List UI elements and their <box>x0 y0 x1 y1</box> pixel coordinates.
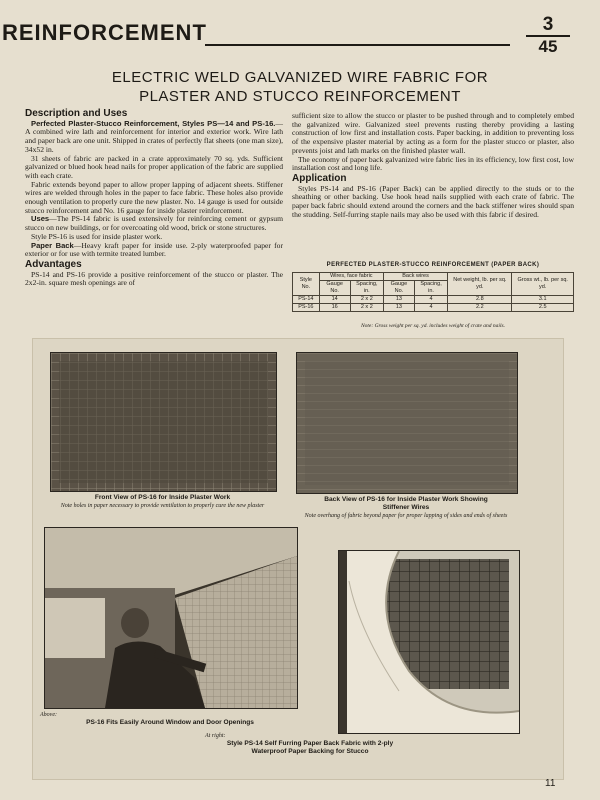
roll-caption-line-1: Style PS-14 Self Furring Paper Back Fabric with 2-ply <box>226 740 394 747</box>
back-view-note: Note overhang of fabric beyond paper for proper lapping of sides and ends of sheets <box>304 513 508 519</box>
paragraph-stiffener: Fabric extends beyond paper to allow proper lapping of adjacent sheets. Stiffener wires are welded through holes in the paper to face fabric. These holes also provide enough ventilation to properly cure the new plaster. No. 14 gauge is used for outside stucco reinforcement and No. 16 gauge for inside plaster reinforcement. <box>25 179 283 215</box>
paragraph-crate: 31 sheets of fabric are packed in a crate approximately 70 sq. yds. Sufficient galvanized or blued hook head nails for proper application of the fabric are supplied with each crate. <box>25 153 283 180</box>
paragraph-paper-back-lead: Paper Back <box>31 240 74 250</box>
front-view-photo <box>50 352 277 492</box>
installer-caption: PS-16 Fits Easily Around Window and Door Openings <box>86 719 254 726</box>
th-gauge-back: Gauge No. <box>383 281 414 296</box>
table-cell: 13 <box>383 296 414 304</box>
roll-caption-line-2: Waterproof Paper Backing for Stucco <box>251 748 369 755</box>
table-cell: 13 <box>383 304 414 312</box>
right-column <box>292 112 574 219</box>
th-style: Style No. <box>293 273 320 296</box>
headline-line-1: ELECTRIC WELD GALVANIZED WIRE FABRIC FOR <box>111 69 489 86</box>
th-spacing: Spacing, in. <box>350 281 383 296</box>
paragraph-intro-lead: Perfected Plaster-Stucco Reinforcement, Styles PS—14 and PS-16. <box>31 118 276 128</box>
paper-back-image <box>339 551 519 733</box>
heading-description-uses: Description and Uses <box>25 108 128 119</box>
paragraph-ps16: Style PS-16 is used for inside plaster work. <box>31 231 163 241</box>
spec-table-title: PERFECTED PLASTER-STUCCO REINFORCEMENT (PAPER BACK) <box>326 262 540 268</box>
th-gauge: Gauge No. <box>319 281 350 296</box>
section-number: 3 <box>542 14 554 35</box>
wire-mesh-front-image <box>51 353 276 491</box>
table-cell: PS-14 <box>293 296 320 304</box>
heading-advantages: Advantages <box>25 258 82 270</box>
table-cell: 2.2 <box>448 304 512 312</box>
table-cell: 2.8 <box>448 296 512 304</box>
left-column <box>25 108 283 288</box>
table-cell: 4 <box>414 304 447 312</box>
installer-photo <box>44 527 298 709</box>
paragraph-application: Styles PS-14 and PS-16 (Paper Back) can be applied directly to the studs or to the sheathing or other backing. Use hook head nails supplied with each crate of fabric. The paper back fabric should extend around the corners and the back stiffener wires should span the studding. Self-furring staple nails may also be used with this fabric if desired. <box>292 183 574 219</box>
paragraph-paper-back <box>25 242 283 259</box>
th-back-wires: Back wires <box>383 273 447 281</box>
paragraph-uses <box>25 215 283 232</box>
back-view-caption-line-1: Back View of PS-16 for Inside Plaster Work Showing <box>324 496 488 503</box>
table-cell: PS-16 <box>293 304 320 312</box>
table-cell: 16 <box>319 304 350 312</box>
th-spacing-back: Spacing, in. <box>414 281 447 296</box>
back-view-caption-line-2: Stiffener Wires <box>382 504 430 511</box>
table-cell: 2 x 2 <box>350 296 383 304</box>
paragraph-paper-back-body: —Heavy kraft paper for inside use. 2-ply waterproofed paper for exterior or for use with termite treated lumber. <box>25 240 284 259</box>
table-cell: 3.1 <box>512 296 574 304</box>
table-cell: 2 x 2 <box>350 304 383 312</box>
th-gross-weight: Gross wt., lb. per sq. yd. <box>512 273 574 296</box>
header-rule <box>205 44 510 46</box>
table-row <box>293 296 574 304</box>
paragraph-intro-body: —A combined wire lath and reinforcement for interior and exterior work. Wire lath and paper back are one unit. Shipped in crates of perfectly flat sheets (one man size), 34x52 in. <box>25 118 283 154</box>
headline-line-2: PLASTER AND STUCCO REINFORCEMENT <box>139 88 461 105</box>
th-net-weight: Net weight, lb. per sq. yd. <box>448 273 512 296</box>
front-view-caption: Front View of PS-16 for Inside Plaster Work <box>94 494 231 501</box>
table-cell: 14 <box>319 296 350 304</box>
at-right-label: At right: <box>205 733 226 739</box>
wire-mesh-back-image <box>297 353 517 493</box>
table-cell: 2.5 <box>512 304 574 312</box>
page-reference: 45 <box>538 37 558 56</box>
paragraph-embed: sufficient size to allow the stucco or plaster to be pushed through and to completely embed the galvanized wire. Galvanized steel prevents rusting thereby providing a lasting construction of low first and installation costs. Paper backing, in addition to preventing loss of the expensive plaster material by acting as a form for the plaster stucco or plaster, also prevents joist and lath marks on the finished plaster wall. <box>292 111 574 155</box>
page-number: 11 <box>545 778 556 789</box>
above-label: Above: <box>40 712 57 718</box>
spec-table <box>292 272 574 312</box>
paragraph-intro <box>25 120 283 155</box>
table-row <box>293 304 574 312</box>
section-title: REINFORCEMENT <box>2 20 207 45</box>
front-view-note: Note holes in paper necessary to provide ventilation to properly cure the new plaster <box>60 503 265 509</box>
paragraph-economy: The economy of paper back galvanized wire fabric lies in its efficiency, low first cost, low installation cost and long life. <box>292 154 574 173</box>
spec-table-note: Note: Gross weight per sq. yd. includes weight of crate and nails. <box>360 323 505 329</box>
installer-image <box>45 528 297 708</box>
back-view-photo <box>296 352 518 494</box>
paragraph-uses-lead: Uses <box>31 214 50 224</box>
th-face-wires: Wires, face fabric <box>319 273 383 281</box>
paragraph-uses-body: —The PS-14 fabric is used extensively for reinforcing cement or gypsum stucco on new buildings, or for overcoating old wood, brick or stone structures. <box>25 214 283 233</box>
paragraph-advantages: PS-14 and PS-16 provide a positive reinforcement of the stucco or plaster. The 2x2-in. square mesh openings are of <box>25 269 283 288</box>
heading-application: Application <box>292 172 347 184</box>
table-cell: 4 <box>414 296 447 304</box>
paper-back-photo <box>338 550 520 734</box>
